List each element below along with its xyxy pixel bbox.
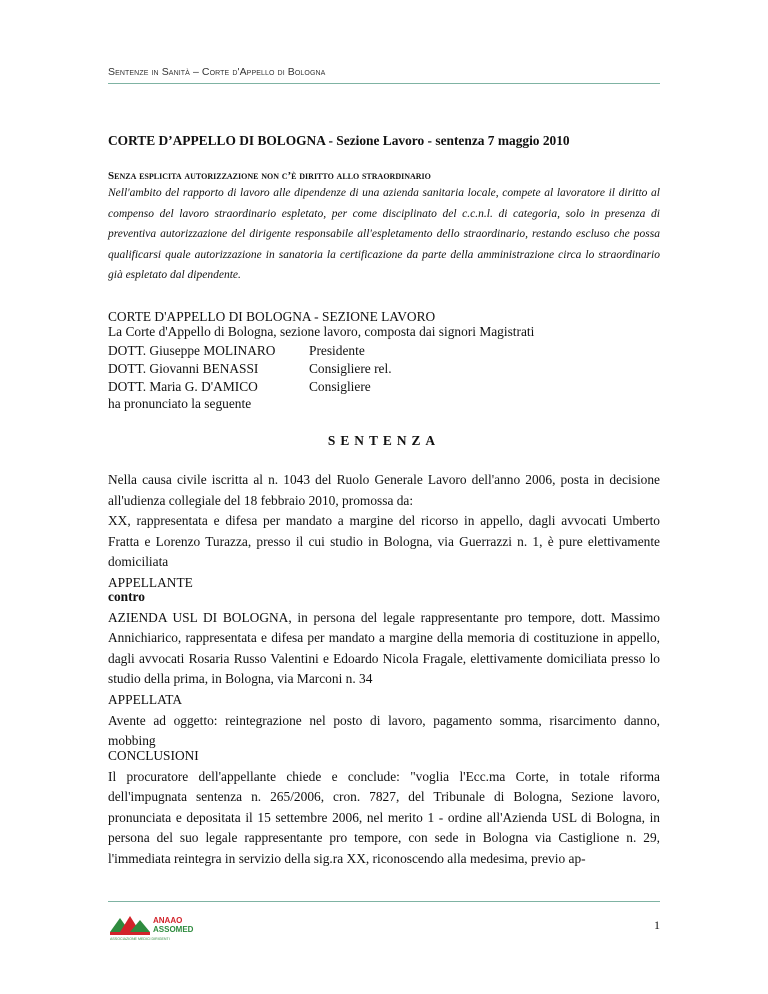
paragraph-conclusioni: Il procuratore dell'appellante chiede e conclude: "voglia l'Ecc.ma Corte, in totale riforma dell'impugnata sentenza n. 265/2006, cron. 7827, del Tribunale di Bologna, Sezione lavoro, pronunciata e depositata il 15 settembre 2006, nel merito 1 - ordine all'Azienda USL di Bologna, in persona del suo legale rappresentante pro tempore, con sede in Bologna via Castiglione n. 29, l'immediata reintegra in servizio della sig.ra XX, riconoscendo alla medesima, previo ap- bbox=[108, 768, 660, 866]
sentenza-heading: SENTENZA bbox=[327, 433, 441, 448]
footer-divider bbox=[108, 901, 660, 902]
parties-section bbox=[108, 470, 660, 594]
paragraph-causa: Nella causa civile iscritta al n. 1043 del Ruolo Generale Lavoro dell'anno 2006, posta in decisione all'udienza collegiale del 18 febbraio 2010, promossa da: bbox=[108, 472, 660, 508]
judge-role: Consigliere bbox=[309, 379, 371, 394]
paragraph-appellata-party: AZIENDA USL DI BOLOGNA, in persona del legale rappresentante pro tempore, dott. Massimo Annichiarico, rappresentata e difesa per mandato a margine della memoria di costituzione in appello, dagli avvocati Rosaria Russo Valentini e Edoardo Nicola Fragale, elettivamente domiciliata presso lo studio della prima, in Bologna, via Marconi n. 34 bbox=[108, 609, 660, 687]
massima-text: Nell'ambito del rapporto di lavoro alle dipendenze di una azienda sanitaria locale, compete al lavoratore il diritto al compenso del lavoro straordinario espletato, per come disciplinato del c.c.n.l. di categoria, solo in presenza di preventiva autorizzazione del dirigente responsabile all'espletamento dello straordinario, restando escluso che possa qualificarsi quale autorizzazione in sanatoria la certificazione da parte della amministrazione circa lo straordinario già espletato dal dipendente. bbox=[108, 187, 660, 282]
appellata-label: APPELLATA bbox=[108, 691, 183, 707]
judge-name: DOTT. Giuseppe MOLINARO bbox=[108, 343, 276, 358]
logo-base-bar bbox=[110, 932, 150, 935]
massima-heading: Senza esplicita autorizzazione non c’è diritto allo straordinario bbox=[108, 170, 431, 182]
appellante-label: APPELLANTE bbox=[108, 574, 193, 590]
logo-text-assomed: ASSOMED bbox=[153, 925, 194, 934]
conclusioni-label: CONCLUSIONI bbox=[108, 748, 199, 763]
conclusioni-section bbox=[108, 746, 660, 870]
contro-label: contro bbox=[108, 589, 145, 604]
paragraph-oggetto: Avente ad oggetto: reintegrazione nel posto di lavoro, pagamento somma, risarcimento danno, mobbing bbox=[108, 712, 660, 749]
logo-tagline: ASSOCIAZIONE MEDICI DIRIGENTI bbox=[110, 937, 170, 941]
judge-name: DOTT. Maria G. D'AMICO bbox=[108, 379, 258, 394]
document-title: CORTE D’APPELLO DI BOLOGNA - Sezione Lavoro - sentenza 7 maggio 2010 bbox=[108, 133, 570, 148]
page-number: 1 bbox=[654, 918, 660, 932]
running-header: Sentenze in Sanità – Corte d'Appello di Bologna bbox=[108, 66, 326, 78]
court-composition: La Corte d'Appello di Bologna, sezione lavoro, composta dai signori Magistrati bbox=[108, 324, 535, 339]
judge-role: Presidente bbox=[309, 343, 365, 358]
judge-role: Consigliere rel. bbox=[309, 361, 392, 376]
paragraph-appellante-party: XX, rappresentata e difesa per mandato a margine del ricorso in appello, dagli avvocati Umberto Fratta e Lorenzo Turazza, presso il cui studio in Bologna, via Guerrazzi n. 1, è pure elettivamente domiciliata bbox=[108, 513, 660, 570]
logo-text-anaao: ANAAO bbox=[153, 916, 183, 925]
court-heading: CORTE D'APPELLO DI BOLOGNA - SEZIONE LAVORO bbox=[108, 309, 436, 324]
contro-section bbox=[108, 587, 660, 752]
judge-name: DOTT. Giovanni BENASSI bbox=[108, 361, 259, 376]
pronunciato-line: ha pronunciato la seguente bbox=[108, 396, 252, 411]
anaao-assomed-logo bbox=[108, 912, 200, 942]
header-divider bbox=[108, 83, 660, 84]
